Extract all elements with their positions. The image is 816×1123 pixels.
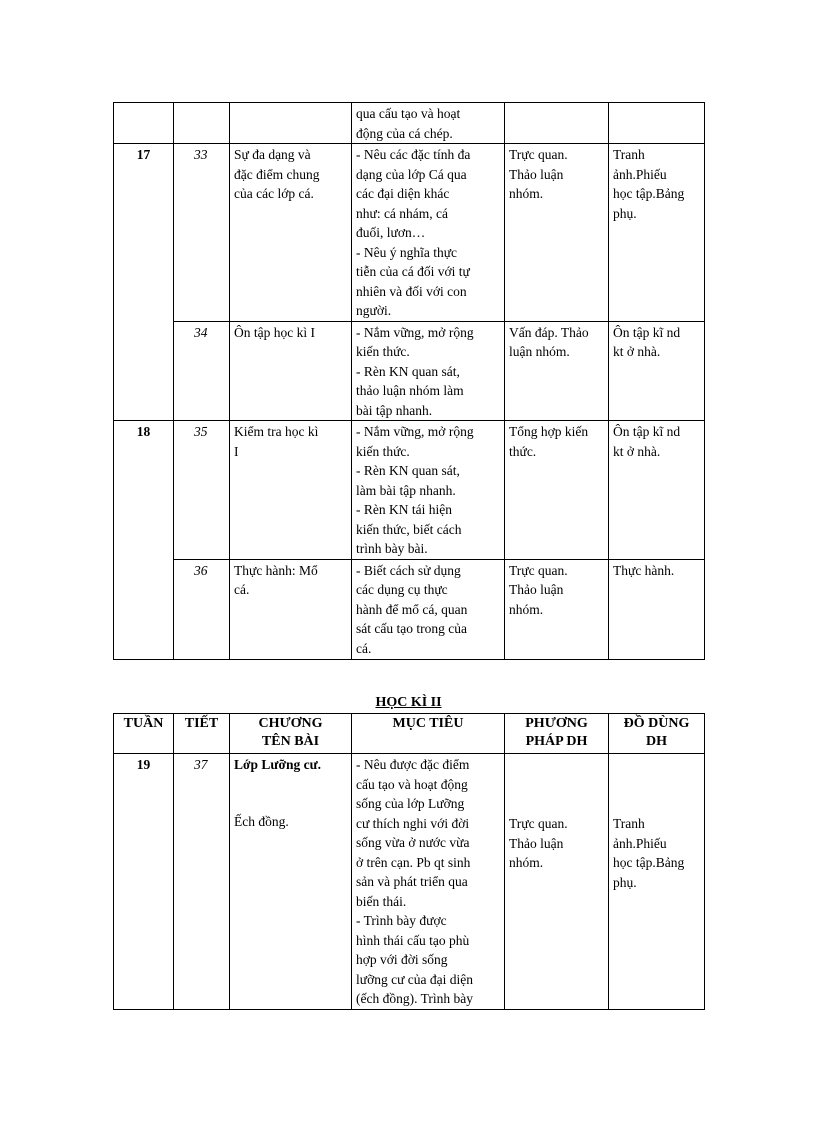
header-objective: MỤC TIÊU [352, 714, 505, 754]
period-cell [174, 103, 230, 144]
lesson-plan-table-term1 [113, 102, 705, 660]
method-cell: Tổng hợp kiến thức. [505, 421, 609, 560]
materials-cell: Tranh ảnh.Phiếu học tập.Bảng phụ. [609, 754, 705, 1010]
method-cell: Trực quan. Thảo luận nhóm. [505, 559, 609, 659]
lesson-plan-table-term2 [113, 713, 705, 1010]
header-method: PHƯƠNG PHÁP DH [505, 714, 609, 754]
objective-cell: - Nắm vững, mở rộng kiến thức. - Rèn KN quan sát, thảo luận nhóm làm bài tập nhanh. [352, 321, 505, 421]
materials-cell: Tranh ảnh.Phiếu học tập.Bảng phụ. [609, 144, 705, 322]
lesson-title-cell [230, 103, 352, 144]
table-row [114, 103, 705, 144]
table-row [114, 421, 705, 560]
method-cell: Vấn đáp. Thảo luận nhóm. [505, 321, 609, 421]
lesson-title-cell: Ôn tập học kì I [230, 321, 352, 421]
header-week: TUẦN [114, 714, 174, 754]
period-cell: 35 [174, 421, 230, 560]
week-cell: 18 [114, 421, 174, 660]
materials-cell: Ôn tập kĩ nd kt ở nhà. [609, 321, 705, 421]
lesson-title-cell [230, 754, 352, 1010]
lesson-title-cell: Thực hành: Mổ cá. [230, 559, 352, 659]
materials-cell [609, 103, 705, 144]
lesson-name: Ếch đồng. [234, 813, 289, 829]
week-cell: 19 [114, 754, 174, 1010]
table-header-row [114, 714, 705, 754]
term-heading: HỌC KÌ II [375, 695, 442, 710]
table-row [114, 144, 705, 322]
period-cell: 34 [174, 321, 230, 421]
method-cell: Trực quan. Thảo luận nhóm. [505, 754, 609, 1010]
objective-cell: - Nêu các đặc tính đa dạng của lớp Cá qua các đại diện khác như: cá nhám, cá đuối, lươn… - Nêu ý nghĩa thực tiễn của cá đối với tự nhiên và đối với con người. [352, 144, 505, 322]
method-cell [505, 103, 609, 144]
week-cell [114, 103, 174, 144]
week-cell: 17 [114, 144, 174, 421]
table-row [114, 754, 705, 1010]
lesson-title-cell: Sự đa dạng và đặc điểm chung của các lớp cá. [230, 144, 352, 322]
header-title: CHƯƠNG TÊN BÀI [230, 714, 352, 754]
objective-cell: - Nắm vững, mở rộng kiến thức. - Rèn KN quan sát, làm bài tập nhanh. - Rèn KN tái hiện kiến thức, biết cách trình bày bài. [352, 421, 505, 560]
objective-cell: qua cấu tạo và hoạt động của cá chép. [352, 103, 505, 144]
materials-cell: Ôn tập kĩ nd kt ở nhà. [609, 421, 705, 560]
table-row [114, 321, 705, 421]
table-row [114, 559, 705, 659]
period-cell: 33 [174, 144, 230, 322]
lesson-title-cell: Kiểm tra học kì I [230, 421, 352, 560]
chapter-name: Lớp Lưỡng cư. [234, 757, 322, 772]
objective-cell: - Nêu được đặc điểm cấu tạo và hoạt động sống của lớp Lưỡng cư thích nghi với đời sống vừa ở nước vừa ở trên cạn. Pb qt sinh sản và phát triển qua biến thái. - Trình bày được hình thái cấu tạo phù hợp với đời sống lưỡng cư của đại diện (ếch đồng). Trình bày [352, 754, 505, 1010]
header-materials: ĐỒ DÙNG DH [609, 714, 705, 754]
materials-cell: Thực hành. [609, 559, 705, 659]
objective-cell: - Biết cách sử dụng các dụng cụ thực hành để mổ cá, quan sát cấu tạo trong của cá. [352, 559, 505, 659]
period-cell: 37 [174, 754, 230, 1010]
method-cell: Trực quan. Thảo luận nhóm. [505, 144, 609, 322]
header-period: TIẾT [174, 714, 230, 754]
period-cell: 36 [174, 559, 230, 659]
